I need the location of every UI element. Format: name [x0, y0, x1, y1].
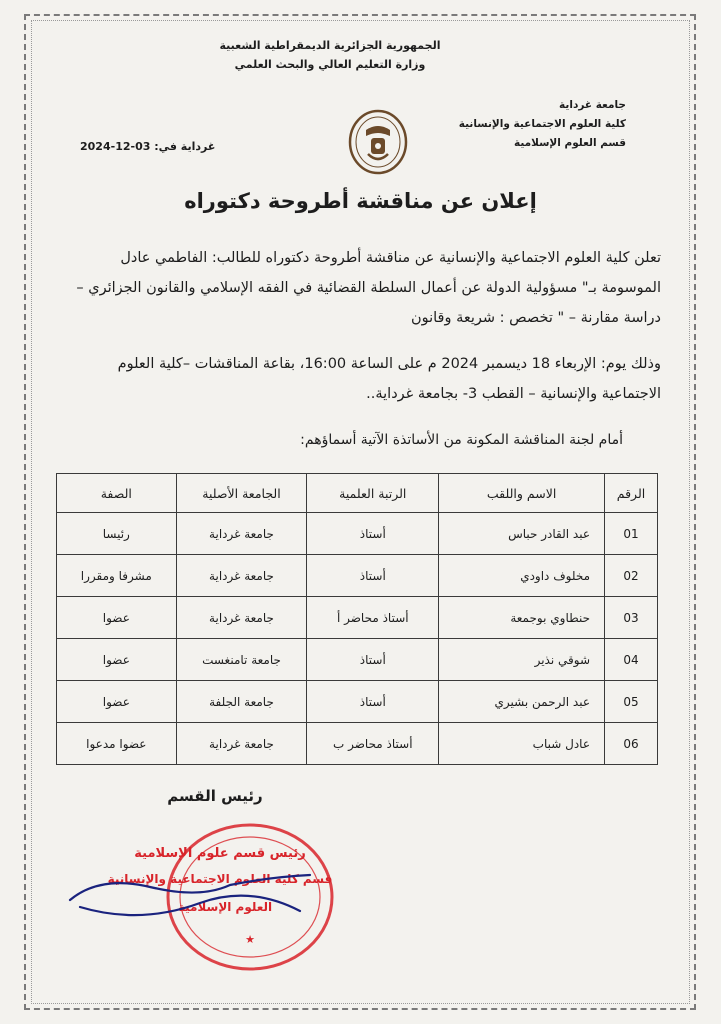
cell-university: جامعة الجلفة [176, 681, 307, 723]
cell-name: حنطاوي بوجمعة [439, 597, 605, 639]
national-header [200, 36, 460, 74]
table-row [57, 681, 658, 723]
cell-rank: أستاذ [307, 639, 439, 681]
header-name: الاسم واللقب [439, 474, 605, 513]
department-name: قسم العلوم الإسلامية [513, 137, 626, 149]
cell-number: 02 [605, 555, 658, 597]
official-stamp-icon [60, 815, 350, 1015]
jury-table [56, 473, 658, 765]
cell-role: عضوا مدعوا [57, 723, 177, 765]
cell-university: جامعة غرداية [176, 597, 307, 639]
republic-name: الجمهورية الجزائرية الديمقراطية الشعبية [219, 39, 441, 52]
header-rank: الرتبة العلمية [307, 474, 439, 513]
cell-role: مشرفا ومقررا [57, 555, 177, 597]
announcement-paragraph: تعلن كلية العلوم الاجتماعية والإنسانية عن مناقشة أطروحة دكتوراه للطالب: الفاطمي عادل الموسومة بـ" مسؤولية الدولة عن أعمال السلطة القضائية في الفقه الإسلامي والقانون الجزائري – دراسة مقارنة – " تخصص : شريعة وقانون [76, 250, 661, 326]
department-head-title: رئيس القسم [167, 787, 263, 805]
cell-role: عضوا [57, 681, 177, 723]
cell-rank: أستاذ محاضر أ [307, 597, 439, 639]
institution-header [426, 96, 626, 153]
schedule-paragraph: وذلك يوم: الإربعاء 18 ديسمبر 2024 م على الساعة 16:00، بقاعة المناقشات –كلية العلوم الاجتماعية والإنسانية – القطب 3- بجامعة غرداية.. [117, 356, 661, 402]
cell-university: جامعة غرداية [176, 723, 307, 765]
stamp-line-1: رئيس قسم علوم الإسلامية [134, 846, 306, 861]
cell-rank: أستاذ محاضر ب [307, 723, 439, 765]
cell-number: 06 [605, 723, 658, 765]
cell-university: جامعة تامنغست [176, 639, 307, 681]
table-row [57, 513, 658, 555]
cell-number: 01 [605, 513, 658, 555]
university-name: جامعة غرداية [559, 99, 626, 111]
university-emblem-icon [344, 108, 412, 176]
faculty-name: كلية العلوم الاجتماعية والإنسانية [458, 118, 626, 130]
table-row [57, 555, 658, 597]
cell-name: عبد الرحمن بشيري [439, 681, 605, 723]
page-title: إعلان عن مناقشة أطروحة دكتوراه [184, 189, 537, 213]
date-line: غرداية في: 03-12-2024 [80, 140, 216, 153]
cell-university: جامعة غرداية [176, 513, 307, 555]
ministry-name: وزارة التعليم العالي والبحث العلمي [234, 58, 426, 71]
table-row [57, 723, 658, 765]
header-university: الجامعة الأصلية [176, 474, 307, 513]
stamp-line-2: قسم كلية العلوم الاجتماعية والإنسانية [107, 872, 333, 886]
cell-rank: أستاذ [307, 681, 439, 723]
cell-number: 05 [605, 681, 658, 723]
committee-intro: أمام لجنة المناقشة المكونة من الأساتذة الآتية أسماؤهم: [300, 432, 623, 448]
cell-role: عضوا [57, 597, 177, 639]
svg-text:★: ★ [245, 933, 255, 946]
header-role: الصفة [57, 474, 177, 513]
cell-name: شوقي نذير [439, 639, 605, 681]
cell-name: عبد القادر حباس [439, 513, 605, 555]
cell-number: 03 [605, 597, 658, 639]
table-header-row [57, 474, 658, 513]
cell-rank: أستاذ [307, 555, 439, 597]
table-row [57, 597, 658, 639]
header-number: الرقم [605, 474, 658, 513]
cell-role: عضوا [57, 639, 177, 681]
cell-role: رئيسا [57, 513, 177, 555]
cell-university: جامعة غرداية [176, 555, 307, 597]
cell-name: عادل شباب [439, 723, 605, 765]
cell-number: 04 [605, 639, 658, 681]
table-row [57, 639, 658, 681]
stamp-line-3: العلوم الإسلامية [177, 900, 273, 914]
cell-name: مخلوف داودي [439, 555, 605, 597]
cell-rank: أستاذ [307, 513, 439, 555]
